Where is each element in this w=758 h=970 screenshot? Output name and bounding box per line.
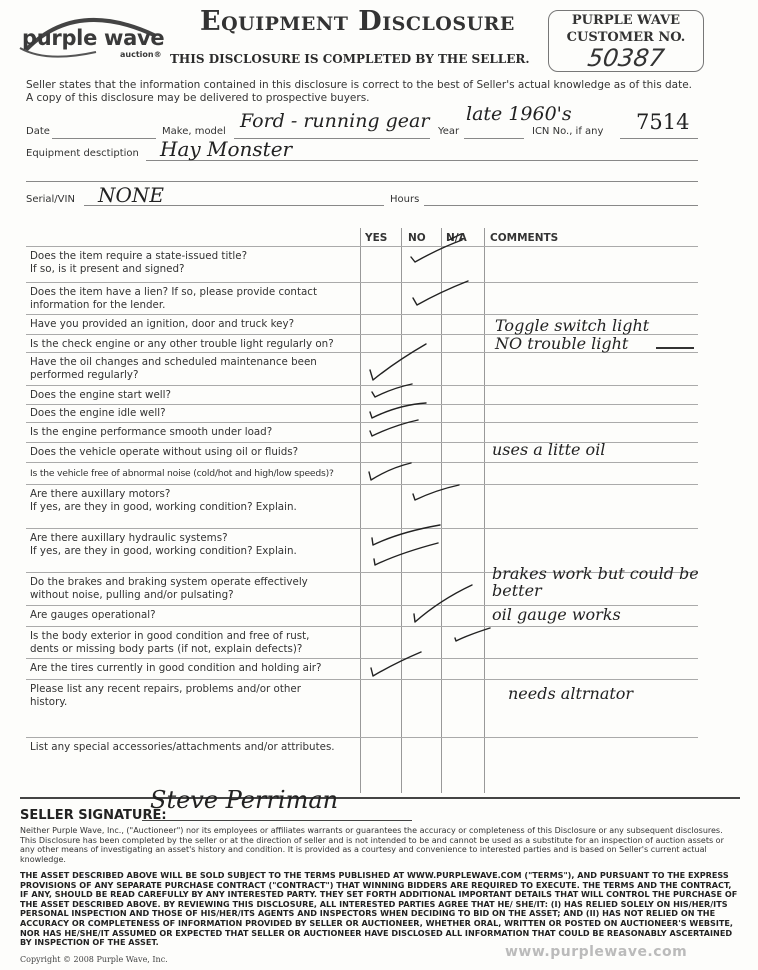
checkmark-icon [370,403,426,418]
year-value: late 1960's [466,103,572,125]
column-header-no: NO [408,232,426,244]
equipment-description-value: Hay Monster [160,137,293,161]
seller-signature-value[interactable]: Steve Perriman [150,786,339,814]
comment-keys[interactable]: Toggle switch light [495,316,650,335]
seller-signature-label: SELLER SIGNATURE: [20,808,167,823]
terms-text: THE ASSET DESCRIBED ABOVE WILL BE SOLD SUBJECT TO THE TERMS PUBLISHED AT WWW.PURPLEWAVE.COM ("TERMS"), AND PURSUANT TO THE EXPRESS PROVISIONS OF ANY SEPARATE PURCHASE CONTRACT ("CONTRACT") THAT WINNING BIDDERS ARE REQUIRED TO EXECUTE. THE TERMS AND THE CONTRACT, IF ANY, SHOULD BE READ CAREFULLY BY ANY INTERESTED PARTY. THEY SET FORTH ADDITIONAL IMPORTANT DETAILS THAT WILL CONTROL THE PURCHASE OF THE ASSET DESCRIBED ABOVE. BY REVIEWING THIS DISCLOSURE, ALL INTERESTED PARTIES AGREE THAT HE/ SHE/IT: (I) HAS RELIED SOLELY ON HIS/HER/ITS PERSONAL INSPECTION AND THOSE OF HIS/HER/ITS AGENTS AND INSPECTORS WHEN DECIDING TO BID ON THE ASSET; AND (II) HAS NOT RELIED ON THE ACCURACY OR COMPLETENESS OF INFORMATION PROVIDED BY SELLER OR AUCTIONEER, WHETHER ORAL, WRITTEN OR POSTED ON AUCTIONEER'S WEBSITE, NOR HAS HE/SHE/IT ASSUMED OR EXPECTED THAT SELLER OR AUCTIONEER HAVE DISCLOSED ALL INFORMATION THAT COULD BE REASONABLY ASCERTAINED BY INSPECTION OF THE ASSET. [20,870,738,948]
question-recent-repairs: Please list any recent repairs, problems and/or other history. [30,683,301,708]
strike-line-na [449,234,461,240]
customer-number[interactable]: 50387 [585,44,667,72]
checkmark-icon [372,525,440,545]
column-header-yes: YES [365,232,388,244]
make-model-label: Make, model [162,126,226,137]
checkmark-icon [455,628,490,641]
equipment-description-label: Equipment desctiption [26,148,139,159]
date-label: Date [26,126,50,137]
question-brakes: Do the brakes and braking system operate effectively without noise, pulling and/or pulsating? [30,576,308,601]
checkmark-icon [413,485,459,500]
question-trouble-light: Is the check engine or any other trouble light regularly on? [30,338,334,350]
hours-label: Hours [390,194,420,205]
signature-line [142,820,412,821]
question-oil-fluids: Does the vehicle operate without using oil or fluids? [30,446,299,458]
comment-brakes[interactable]: brakes work but could be better [492,564,699,600]
column-header-na: N/A [446,232,467,244]
question-accessories: List any special accessories/attachments and/or attributes. [30,741,335,753]
checkmark-icon [411,240,462,262]
question-engine-idle: Does the engine idle well? [30,407,166,419]
checkmark-icon [413,281,468,305]
website-watermark: www.purplewave.com [505,944,688,960]
checkmark-icon [370,420,418,436]
icn-value: 7514 [636,110,690,134]
checkmark-icon [370,344,426,380]
column-header-comments: COMMENTS [490,232,559,244]
strikethrough-mark [656,347,694,349]
question-abnormal-noise: Is the vehicle free of abnormal noise (cold/hot and high/low speeds)? [30,468,334,479]
checkmark-icon [372,384,412,397]
customer-box-label-1: PURPLE WAVE [571,13,681,28]
comment-recent-repairs[interactable]: needs altrnator [508,684,634,703]
serial-vin-value: NONE [98,183,164,207]
year-label: Year [438,126,460,137]
question-engine-performance: Is the engine performance smooth under load? [30,426,273,438]
comment-gauges[interactable]: oil gauge works [492,605,621,624]
question-aux-motors: Are there auxillary motors? If yes, are they in good, working condition? Explain. [30,488,297,513]
disclaimer-text: Neither Purple Wave, Inc., ("Auctioneer") nor its employees or affiliates warrants or guarantees the accuracy or completeness of this Disclosure or any subsequent disclosures. This Disclosure has been completed by the seller or at the direction of seller and is not intended to be and cannot be used as a substitute for an inspection of auction assets or any other means of investigating an asset's history and condition. It is provided as a courtesy and convenience to interested parties and is based on Seller's current actual knowledge. [20,826,724,864]
question-engine-start: Does the engine start well? [30,389,171,401]
customer-box-label-2: CUSTOMER NO. [566,30,686,45]
checkmark-icon [374,543,438,565]
question-aux-hydraulics: Are there auxillary hydraulic systems? If yes, are they in good, working condition? Explain. [30,532,297,557]
question-tires: Are the tires currently in good condition and holding air? [30,662,322,674]
question-state-title: Does the item require a state-issued title? If so, is it present and signed? [30,250,248,275]
intro-line-1: Seller states that the information contained in this disclosure is correct to the best of Seller's actual knowledge as of this date. [26,79,693,91]
checkmark-icon [371,652,421,676]
page-title: Equipment Disclosure [200,6,515,37]
logo-subtext: auction® [120,50,162,59]
intro-line-2: A copy of this disclosure may be delivered to prospective buyers. [26,92,370,104]
serial-vin-label: Serial/VIN [26,194,75,205]
checkmark-icon [369,463,411,480]
checkmark-icon [414,585,472,622]
question-oil-changes: Have the oil changes and scheduled maintenance been performed regularly? [30,356,317,381]
icn-label: ICN No., if any [532,126,604,137]
page-subtitle: THIS DISCLOSURE IS COMPLETED BY THE SELLER. [170,52,530,66]
copyright-text: Copyright © 2008 Purple Wave, Inc. [20,955,168,964]
question-body-exterior: Is the body exterior in good condition and free of rust, dents or missing body parts (if not, explain defects)? [30,630,310,655]
logo-wordmark: purple wave [22,26,165,50]
question-gauges: Are gauges operational? [30,609,156,621]
make-model-value: Ford - running gear [240,110,430,132]
question-keys: Have you provided an ignition, door and truck key? [30,318,295,330]
comment-oil-fluids[interactable]: uses a litte oil [492,440,606,459]
question-lien: Does the item have a lien? If so, please provide contact information for the lender. [30,286,317,311]
comment-trouble-light[interactable]: NO trouble light [495,334,629,353]
